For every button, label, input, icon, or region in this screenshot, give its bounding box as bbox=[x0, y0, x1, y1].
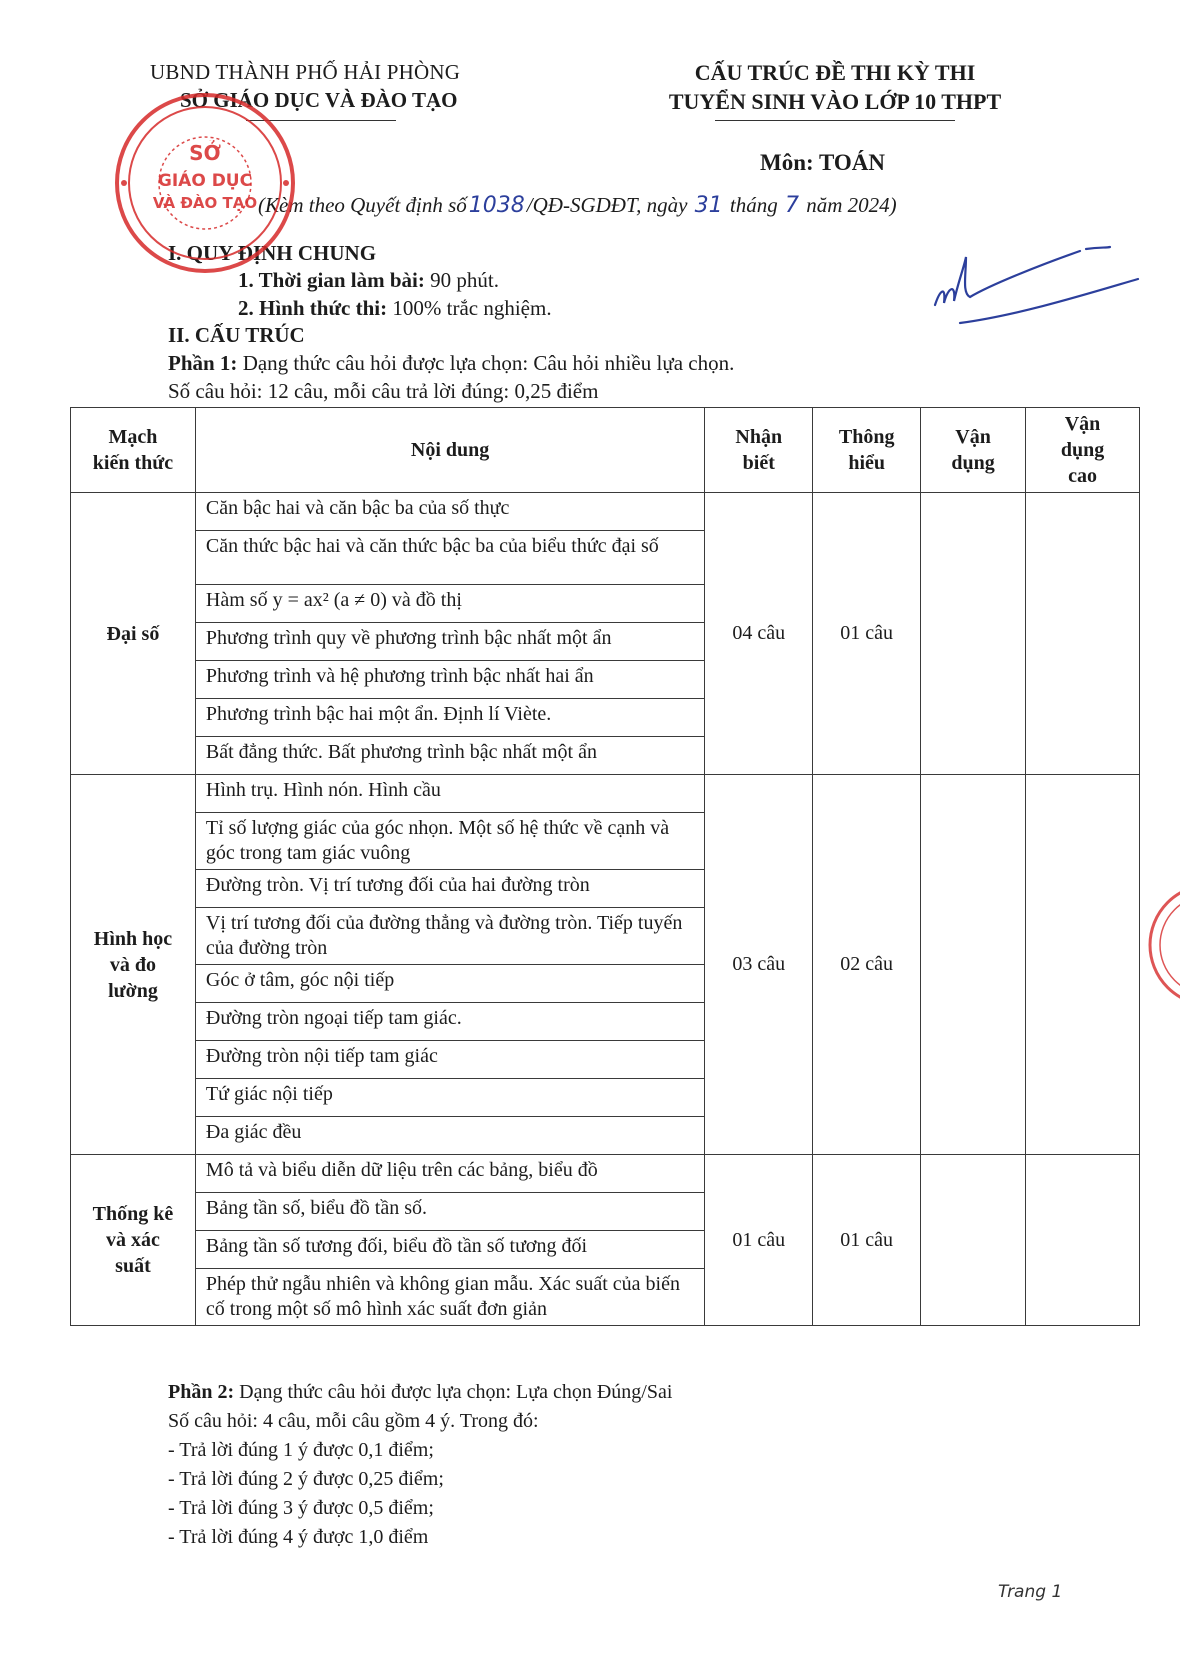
content-item: Đường tròn ngoại tiếp tam giác. bbox=[195, 1003, 704, 1041]
part-1-label: Phần 1: bbox=[168, 351, 238, 375]
content-item: Căn bậc hai và căn bậc ba của số thực bbox=[195, 493, 704, 531]
exam-time-value: 90 phút. bbox=[430, 268, 499, 292]
header-van-dung-cao: Vận dụng cao bbox=[1026, 408, 1140, 493]
part-2-rule: - Trả lời đúng 3 ý được 0,5 điểm; bbox=[168, 1497, 434, 1519]
header-mach-kien-thuc: Mạch kiến thức bbox=[71, 408, 196, 493]
nhan-biet-count: 03 câu bbox=[705, 775, 813, 1155]
decision-mid-2: tháng bbox=[729, 193, 778, 217]
decision-reference bbox=[258, 193, 897, 218]
thong-hieu-count: 01 câu bbox=[813, 1155, 921, 1326]
content-item: Vị trí tương đối của đường thẳng và đường tròn. Tiếp tuyến của đường tròn bbox=[195, 908, 704, 965]
content-item: Đa giác đều bbox=[195, 1117, 704, 1155]
stamp-text-bottom: VÀ ĐÀO TẠO bbox=[152, 194, 258, 212]
exam-form bbox=[238, 295, 552, 322]
title-underline bbox=[715, 120, 955, 121]
content-item: Căn thức bậc hai và căn thức bậc ba của biểu thức đại số bbox=[195, 531, 704, 585]
nhan-biet-count: 04 câu bbox=[705, 493, 813, 775]
section-1-heading: I. QUY ĐỊNH CHUNG bbox=[168, 241, 377, 265]
part-2-rule: - Trả lời đúng 2 ý được 0,25 điểm; bbox=[168, 1468, 444, 1490]
signature bbox=[900, 245, 1150, 355]
part-2-rule: - Trả lời đúng 1 ý được 0,1 điểm; bbox=[168, 1439, 434, 1461]
van-dung-cao-count bbox=[1026, 775, 1140, 1155]
decision-prefix: (Kèm theo Quyết định số bbox=[258, 193, 467, 217]
van-dung-count bbox=[921, 1155, 1026, 1326]
content-item: Bảng tần số, biểu đồ tần số. bbox=[195, 1193, 704, 1231]
header-thong-hieu: Thông hiểu bbox=[813, 408, 921, 493]
content-item: Góc ở tâm, góc nội tiếp bbox=[195, 965, 704, 1003]
van-dung-cao-count bbox=[1026, 1155, 1140, 1326]
header-van-dung: Vận dụng bbox=[921, 408, 1026, 493]
decision-day: 31 bbox=[694, 193, 723, 218]
exam-form-value: 100% trắc nghiệm. bbox=[392, 296, 552, 320]
content-item: Phương trình bậc hai một ẩn. Định lí Viète. bbox=[195, 699, 704, 737]
exam-matrix-table bbox=[70, 407, 1140, 1326]
authority-line-1: UBND THÀNH PHỐ HẢI PHÒNG bbox=[150, 60, 461, 84]
content-item: Đường tròn nội tiếp tam giác bbox=[195, 1041, 704, 1079]
table-row bbox=[71, 493, 1140, 531]
content-item: Bất đẳng thức. Bất phương trình bậc nhất một ẩn bbox=[195, 737, 704, 775]
thong-hieu-count: 01 câu bbox=[813, 493, 921, 775]
stamp-text-top: SỞ bbox=[189, 141, 221, 165]
van-dung-cao-count bbox=[1026, 493, 1140, 775]
exam-form-label: 2. Hình thức thi: bbox=[238, 296, 388, 320]
stamp-text-mid: GIÁO DỤC bbox=[157, 171, 253, 191]
document-title bbox=[610, 58, 1060, 116]
table-row bbox=[71, 775, 1140, 813]
table-row bbox=[71, 1155, 1140, 1193]
edge-stamp-fragment bbox=[1140, 880, 1180, 1010]
decision-suffix: năm 2024) bbox=[806, 193, 897, 217]
decision-number: 1038 bbox=[468, 193, 525, 218]
part-1-description bbox=[168, 350, 734, 377]
content-item: Tỉ số lượng giác của góc nhọn. Một số hệ thức về cạnh và góc trong tam giác vuông bbox=[195, 813, 704, 870]
content-item: Phương trình quy về phương trình bậc nhất một ẩn bbox=[195, 623, 704, 661]
content-item: Hình trụ. Hình nón. Hình cầu bbox=[195, 775, 704, 813]
part-2-label: Phần 2: bbox=[168, 1381, 235, 1403]
part-1-text: Dạng thức câu hỏi được lựa chọn: Câu hỏi nhiều lựa chọn. bbox=[242, 351, 735, 375]
part-1-question-count: Số câu hỏi: 12 câu, mỗi câu trả lời đúng: 0,25 điểm bbox=[168, 379, 599, 403]
official-stamp bbox=[110, 88, 300, 278]
part-2-description bbox=[168, 1378, 672, 1407]
page-number: Trang 1 bbox=[998, 1582, 1063, 1602]
section-2-heading: II. CẤU TRÚC bbox=[168, 323, 305, 347]
part-2-block bbox=[168, 1378, 672, 1552]
thong-hieu-count: 02 câu bbox=[813, 775, 921, 1155]
part-2-rule: - Trả lời đúng 4 ý được 1,0 điểm bbox=[168, 1526, 429, 1548]
knowledge-area: Thống kê và xác suất bbox=[71, 1155, 196, 1326]
content-item: Hàm số y = ax² (a ≠ 0) và đồ thị bbox=[195, 585, 704, 623]
authority-line-2: SỞ GIÁO DỤC VÀ ĐÀO TẠO bbox=[180, 88, 458, 112]
content-item: Mô tả và biểu diễn dữ liệu trên các bảng, biểu đồ bbox=[195, 1155, 704, 1193]
table-header-row bbox=[71, 408, 1140, 493]
knowledge-area: Đại số bbox=[71, 493, 196, 775]
van-dung-count bbox=[921, 493, 1026, 775]
subject-title: Môn: TOÁN bbox=[760, 150, 886, 175]
knowledge-area: Hình học và đo lường bbox=[71, 775, 196, 1155]
exam-time-label: 1. Thời gian làm bài: bbox=[238, 268, 425, 292]
content-item: Đường tròn. Vị trí tương đối của hai đường tròn bbox=[195, 870, 704, 908]
header-noi-dung: Nội dung bbox=[195, 408, 704, 493]
content-item: Bảng tần số tương đối, biểu đồ tần số tương đối bbox=[195, 1231, 704, 1269]
decision-mid-1: /QĐ-SGDĐT, ngày bbox=[526, 193, 688, 217]
title-line-1: CẤU TRÚC ĐỀ THI KỲ THI bbox=[694, 60, 976, 85]
content-item: Tứ giác nội tiếp bbox=[195, 1079, 704, 1117]
content-item: Phép thử ngẫu nhiên và không gian mẫu. Xác suất của biến cố trong một số mô hình xác suất đơn giản bbox=[195, 1269, 704, 1326]
part-2-text: Dạng thức câu hỏi được lựa chọn: Lựa chọn Đúng/Sai bbox=[239, 1381, 673, 1403]
part-2-question-count: Số câu hỏi: 4 câu, mỗi câu gồm 4 ý. Trong đó: bbox=[168, 1410, 539, 1432]
title-line-2: TUYỂN SINH VÀO LỚP 10 THPT bbox=[668, 89, 1002, 114]
van-dung-count bbox=[921, 775, 1026, 1155]
decision-month: 7 bbox=[785, 193, 799, 218]
header-nhan-biet: Nhận biết bbox=[705, 408, 813, 493]
nhan-biet-count: 01 câu bbox=[705, 1155, 813, 1326]
content-item: Phương trình và hệ phương trình bậc nhất hai ẩn bbox=[195, 661, 704, 699]
